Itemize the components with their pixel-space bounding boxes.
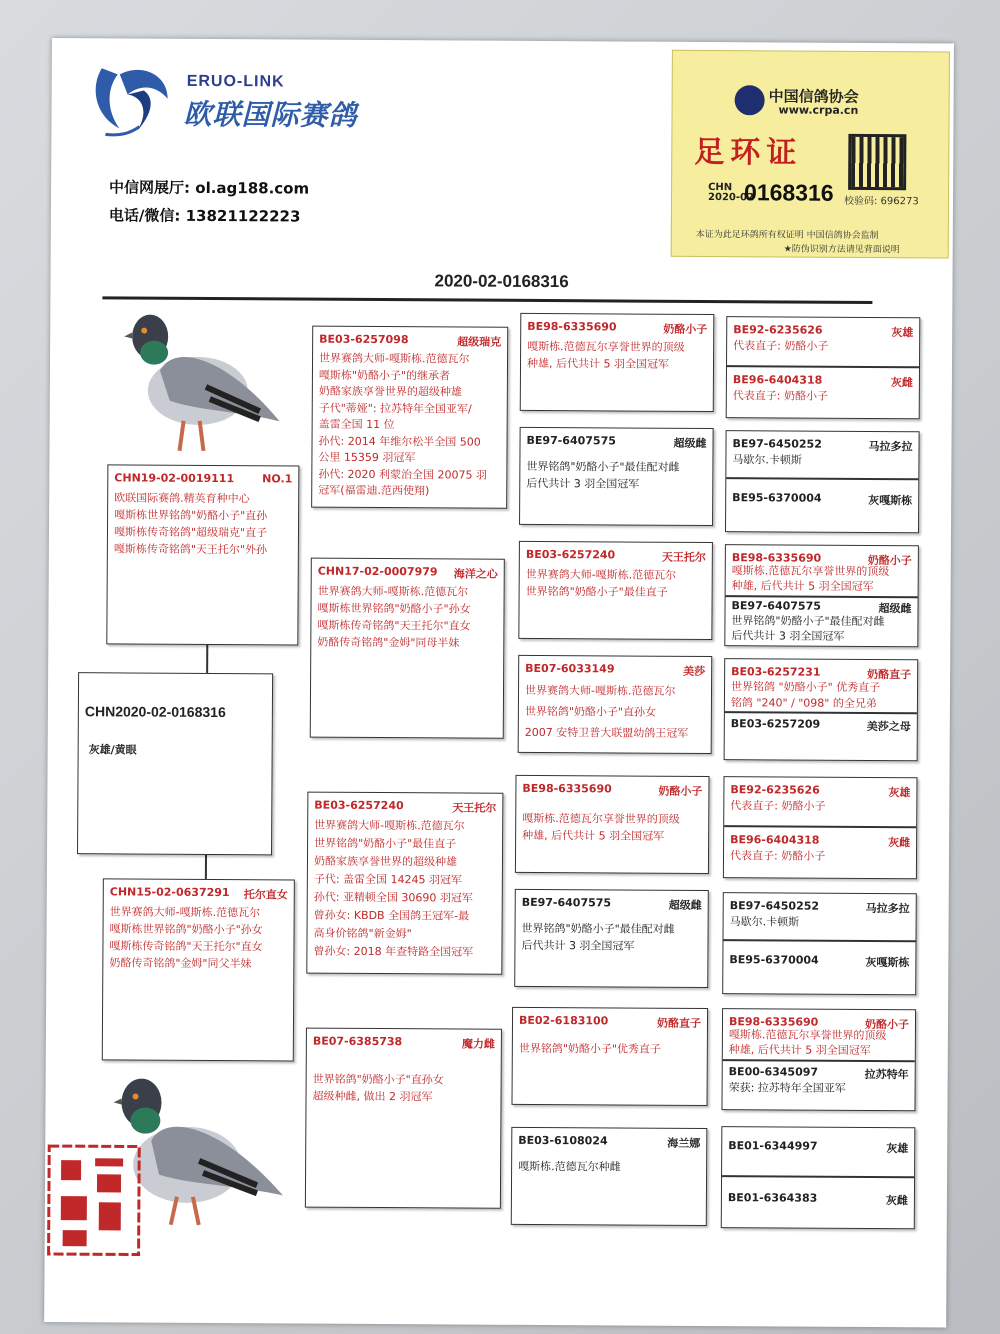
g4-header <box>729 953 910 970</box>
g4-ring: BE98-6335690 <box>728 1015 819 1029</box>
sd-line: 嘎斯栋世界铭鸽"奶酪小子"孙女 <box>317 601 471 616</box>
sire-ring: CHN19-02-0019111 <box>114 471 235 486</box>
g3-ring: BE97-6407575 <box>521 895 612 910</box>
ss-line: 冠军(福雷迪.范西使翔) <box>318 483 430 498</box>
g3-card <box>520 313 715 412</box>
g3-header <box>519 1014 701 1028</box>
ss-details <box>318 351 503 501</box>
g3-line: 嘎斯栋.范德瓦尔享誉世界的顶级 <box>522 811 680 826</box>
dam-card <box>102 878 295 1061</box>
ds-line: 孙代: 亚精顿全国 30690 羽冠军 <box>313 890 473 905</box>
dam-ring: CHN15-02-0637291 <box>109 885 230 900</box>
g4-ring: BE01-6344997 <box>728 1139 818 1153</box>
pedigree-ring-number: 2020-02-0168316 <box>434 271 569 292</box>
g4-divider <box>723 939 915 942</box>
g4-tag: 灰雌 <box>888 836 911 850</box>
g4-line: 马歇尔.卡顿斯 <box>732 453 802 467</box>
g3-line: 种雄, 后代共计 5 羽全国冠军 <box>526 356 670 371</box>
g4-details <box>730 847 912 865</box>
cert-note: 本证为此足环鸽所有权证明 中国信鸽协会监制 <box>695 229 879 242</box>
g4-pair-card <box>724 544 919 647</box>
dam-sire-card <box>306 792 503 975</box>
g4-line: 种雄, 后代共计 5 羽全国冠军 <box>728 1043 871 1058</box>
ss-line: 孙代: 2020 利蒙治全国 20075 羽 <box>318 467 488 482</box>
subject-description: 灰雄/黄眼 <box>88 743 137 757</box>
dam-header <box>109 885 288 902</box>
subject-card <box>77 672 273 855</box>
g4-tag: 奶酪直子 <box>867 667 912 682</box>
g4-tag: 奶酪小子 <box>867 553 912 568</box>
g4-ring: BE92-6235626 <box>733 323 823 337</box>
g4-ring: BE01-6364383 <box>727 1191 818 1205</box>
brand-chinese: 欧联国际赛鸽 <box>183 97 358 132</box>
brand-english: ERUO-LINK <box>186 72 285 91</box>
g3-line: 后代共计 3 羽全国冠军 <box>526 476 640 491</box>
g4-tag: 灰嘎斯栋 <box>868 493 913 508</box>
ds-line: 高身价铭鸽"新金姆" <box>313 926 412 941</box>
g4-ring: BE96-6404318 <box>732 373 823 387</box>
g4-tag: 马拉多拉 <box>868 439 913 454</box>
cert-website: www.crpa.cn <box>778 103 859 117</box>
g3-ring: BE97-6407575 <box>526 433 616 448</box>
g4-tag: 美莎之母 <box>866 719 911 734</box>
g4-header <box>728 1065 909 1082</box>
g3-tag: 超级雌 <box>668 898 702 912</box>
cert-chn-label: CHN <box>708 182 733 194</box>
pedigree-sheet <box>44 38 954 1327</box>
sire-tag: NO.1 <box>262 472 293 486</box>
g4-tag: 灰雄 <box>886 1142 909 1156</box>
g4-pair-card <box>724 658 919 761</box>
g3-details <box>525 680 707 744</box>
g3-tag: 天王托尔 <box>661 550 706 565</box>
g3-card <box>514 889 709 988</box>
g4-pair-card <box>726 316 921 419</box>
dam-dam-card <box>305 1028 502 1209</box>
g3-tag: 奶酪直子 <box>656 1016 702 1030</box>
g3-card <box>518 541 713 640</box>
g3-header <box>522 896 702 910</box>
g4-details <box>733 337 915 355</box>
g4-ring: BE96-6404318 <box>730 833 820 847</box>
g4-ring: BE95-6370004 <box>732 491 822 505</box>
qr-code-icon <box>848 134 906 190</box>
g3-line: 嘎斯栋.范德瓦尔种雌 <box>518 1159 621 1174</box>
sire-line: 欧联国际赛鸽.精英育种中心 <box>114 491 250 506</box>
connector-line <box>206 645 208 673</box>
g4-line: 代表直子: 奶酪小子 <box>732 389 829 403</box>
g4-ring: BE03-6257231 <box>731 665 821 679</box>
g4-line: 马歇尔.卡顿斯 <box>729 915 800 929</box>
g3-header <box>518 1134 700 1148</box>
g4-line: 世界铭鸽"奶酪小子"最佳配对雌 <box>731 614 885 629</box>
g4-details <box>729 1079 911 1097</box>
dd-details <box>312 1071 496 1106</box>
g4-details <box>731 679 913 712</box>
g4-line: 种雄, 后代共计 5 羽全国冠军 <box>731 579 874 594</box>
g4-divider <box>726 595 918 598</box>
g3-tag: 海兰娜 <box>667 1136 701 1150</box>
ds-line: 曾孙女: 2018 年查特路全国冠军 <box>313 944 474 959</box>
sd-line: 奶酪传奇铭鸽"金姆"同母半妹 <box>317 635 460 650</box>
g4-tag: 马拉多拉 <box>865 901 910 916</box>
g4-header <box>727 1191 908 1208</box>
cert-note-anti-fake: ★防伪识别方法请见背面说明 <box>783 244 900 256</box>
g4-pair-card <box>725 430 920 533</box>
sd-tag: 海洋之心 <box>453 567 498 581</box>
g4-header <box>730 833 911 850</box>
ss-line: 子代"蒂娅": 拉苏特年全国亚军/ <box>318 401 472 416</box>
contact-phone: 电话/微信: 13821122223 <box>108 206 301 226</box>
g3-line: 世界铭鸽"奶酪小子"直孙女 <box>524 704 657 719</box>
g3-tag: 美莎 <box>683 664 706 679</box>
g4-header <box>732 491 913 508</box>
ss-line: 孙代: 2014 年维尔松半全国 500 <box>318 434 481 449</box>
dd-tag: 魔力雌 <box>461 1037 495 1051</box>
g4-details <box>730 913 912 931</box>
g3-card <box>511 1127 708 1226</box>
ss-header <box>319 333 501 347</box>
g4-header <box>729 899 910 916</box>
subject-ring: CHN2020-02-0168316 <box>84 703 226 721</box>
g4-line: 后代共计 3 羽全国冠军 <box>731 629 845 643</box>
g4-header <box>730 783 911 800</box>
g3-details <box>521 920 703 955</box>
g4-ring: BE03-6257209 <box>730 717 821 731</box>
g3-header <box>525 547 706 565</box>
g4-ring: BE97-6450252 <box>729 899 820 913</box>
g4-tag: 灰雄 <box>888 786 911 800</box>
sire-line: 嘎斯栋传奇铭鸽"天王托尔"外孙 <box>113 542 268 557</box>
g3-line: 世界赛鸽大师-嘎斯栋.范德瓦尔 <box>525 567 677 582</box>
g3-line: 世界铭鸽"奶酪小子"最佳配对雌 <box>526 459 680 474</box>
pigeon-photo-top <box>119 300 290 461</box>
g4-header <box>733 323 914 340</box>
g4-line: 世界铭鸽 "奶酪小子" 优秀直子 <box>731 680 881 695</box>
ds-line: 世界铭鸽"奶酪小子"最佳直子 <box>314 836 457 851</box>
g3-header <box>525 661 706 679</box>
sire-details <box>114 489 294 558</box>
sire-line: 嘎斯栋世界铭鸽"奶酪小子"直孙 <box>114 508 268 523</box>
g4-header <box>730 717 911 734</box>
g3-header <box>522 782 702 796</box>
dam-tag: 托尔直女 <box>243 888 288 902</box>
sire-card <box>106 464 299 645</box>
g4-divider <box>726 477 918 480</box>
g3-tag: 超级雌 <box>673 436 707 451</box>
g4-header <box>731 599 912 616</box>
ss-line: 盖雷全国 11 位 <box>318 417 395 432</box>
g3-details <box>519 1040 703 1058</box>
g3-ring: BE98-6335690 <box>522 781 612 796</box>
g3-details <box>527 338 709 373</box>
g4-line: 代表直子: 奶酪小子 <box>733 339 829 353</box>
cert-title: 足环证 <box>694 134 803 171</box>
ss-line: 公里 15359 羽冠军 <box>318 450 416 465</box>
g3-header <box>527 319 708 337</box>
cert-number: 0168316 <box>743 179 834 206</box>
g4-line: 嘎斯栋.范德瓦尔享誉世界的顶级 <box>728 1028 887 1043</box>
g3-line: 种雄, 后代共计 5 羽全国冠军 <box>522 828 665 843</box>
g3-line: 世界铭鸽"奶酪小子"优秀直子 <box>518 1041 661 1056</box>
g3-ring: BE03-6108024 <box>518 1133 608 1148</box>
g4-divider <box>724 825 916 828</box>
ds-line: 子代: 盖雷全国 14245 羽冠军 <box>313 872 463 887</box>
sd-header <box>318 565 498 579</box>
dd-line: 世界铭鸽"奶酪小子"直孙女 <box>312 1072 444 1087</box>
g3-card <box>518 655 713 754</box>
g4-divider <box>727 365 919 368</box>
ss-line: 奶酪家族享誉世界的超级种雄 <box>318 384 462 399</box>
g4-ring: BE92-6235626 <box>730 783 820 797</box>
g4-pair-card <box>721 1126 916 1229</box>
g4-line: 嘎斯栋.范德瓦尔享誉世界的顶级 <box>731 564 890 579</box>
dam-line: 世界赛鸽大师-嘎斯栋.范德瓦尔 <box>109 905 261 920</box>
ds-line: 奶酪家族享誉世界的超级种雄 <box>313 854 458 869</box>
dd-header <box>313 1035 495 1049</box>
cert-org: 中国信鸽协会 <box>768 87 859 106</box>
g3-ring: BE07-6033149 <box>525 661 615 676</box>
dd-ring: BE07-6385738 <box>312 1034 403 1049</box>
g3-ring: BE98-6335690 <box>527 319 617 334</box>
brand-logo-icon <box>81 54 182 141</box>
g4-header <box>732 373 913 390</box>
cert-verify-code: 校验码: 696273 <box>843 195 919 208</box>
g3-card <box>515 775 710 874</box>
g4-details <box>733 387 915 405</box>
dam-details <box>109 903 289 972</box>
g4-line: 铭鸽 "240" / "098" 的全兄弟 <box>730 696 877 711</box>
g3-ring: BE03-6257240 <box>525 547 616 562</box>
sd-ring: CHN17-02-0007979 <box>317 564 438 579</box>
sd-details <box>317 583 499 652</box>
g3-line: 世界铭鸽"奶酪小子"最佳直子 <box>525 584 668 599</box>
g3-details <box>526 566 708 601</box>
ds-details <box>313 817 498 962</box>
cert-prefix: 2020-02 <box>708 192 754 204</box>
g4-details <box>732 451 914 469</box>
connector-line <box>205 855 207 879</box>
g3-details <box>526 458 708 493</box>
g3-card <box>519 427 714 526</box>
g4-header <box>728 1139 909 1156</box>
dd-line: 超级种雌, 做出 2 羽冠军 <box>312 1089 433 1104</box>
ds-ring: BE03-6257240 <box>314 798 404 813</box>
g4-ring: BE95-6370004 <box>729 953 819 967</box>
ring-certificate <box>671 50 950 259</box>
ss-ring: BE03-6257098 <box>319 332 409 347</box>
ds-line: 世界赛鸽大师-嘎斯栋.范德瓦尔 <box>314 818 465 833</box>
g3-line: 2007 安特卫普大联盟幼鸽王冠军 <box>524 725 689 740</box>
g3-line: 嘎斯栋.范德瓦尔享誉世界的顶级 <box>527 339 685 354</box>
g4-divider <box>723 1059 915 1062</box>
ss-line: 世界赛鸽大师-嘎斯栋.范德瓦尔 <box>319 351 470 366</box>
g4-details <box>731 613 913 644</box>
g4-line: 荣获: 拉苏特年全国亚军 <box>728 1081 846 1095</box>
g4-details <box>732 563 914 594</box>
g4-divider <box>722 1175 914 1178</box>
g4-tag: 灰雌 <box>885 1194 908 1208</box>
g4-ring: BE98-6335690 <box>731 551 822 565</box>
g4-details <box>729 1027 911 1058</box>
g3-card <box>511 1007 708 1106</box>
dam-line: 嘎斯栋传奇铭鸽"天王托尔"直女 <box>109 939 263 954</box>
g4-ring: BE97-6450252 <box>732 437 822 451</box>
g4-details <box>730 797 912 815</box>
g3-header <box>526 433 707 451</box>
g4-pair-card <box>723 776 918 879</box>
dam-line: 嘎斯栋世界铭鸽"奶酪小子"孙女 <box>109 922 263 937</box>
g3-details <box>522 810 704 845</box>
g4-divider <box>725 711 917 714</box>
g4-tag: 拉苏特年 <box>864 1067 909 1082</box>
ss-line: 嘎斯栋"奶酪小子"的继承者 <box>318 368 451 382</box>
g4-tag: 灰嘎斯栋 <box>865 955 910 970</box>
contact-site: 中信网展厅: ol.ag188.com <box>109 178 310 198</box>
g3-line: 世界赛鸽大师-嘎斯栋.范德瓦尔 <box>524 683 676 698</box>
ds-tag: 天王托尔 <box>452 801 497 815</box>
red-seal-icon <box>45 1140 146 1261</box>
g3-tag: 奶酪小子 <box>658 784 703 798</box>
sire-header <box>114 471 292 485</box>
g4-pair-card <box>721 1008 916 1111</box>
g4-line: 代表直子: 奶酪小子 <box>730 799 826 813</box>
g4-header <box>732 437 913 454</box>
ss-tag: 超级瑞克 <box>457 335 502 349</box>
ds-line: 曾孙女: KBDB 全国鸽王冠军-最 <box>313 908 470 923</box>
sire-line: 嘎斯栋传奇铭鸽"超级瑞克"直子 <box>113 525 268 540</box>
sire-dam-card <box>310 558 505 739</box>
g4-tag: 奶酪小子 <box>864 1017 910 1032</box>
g3-line: 世界铭鸽"奶酪小子"最佳配对雌 <box>521 921 675 936</box>
g4-pair-card <box>722 892 917 995</box>
crpa-logo-icon <box>735 85 765 115</box>
g4-header <box>731 665 912 682</box>
g4-tag: 灰雄 <box>891 326 914 340</box>
g3-ring: BE02-6183100 <box>518 1013 609 1028</box>
g4-ring: BE00-6345097 <box>728 1065 819 1079</box>
g4-ring: BE97-6407575 <box>731 599 821 613</box>
sd-line: 世界赛鸽大师-嘎斯栋.范德瓦尔 <box>317 584 469 599</box>
g4-tag: 灰雌 <box>890 376 913 390</box>
sire-sire-card <box>311 326 508 509</box>
sd-line: 嘎斯栋传奇铭鸽"天王托尔"直女 <box>317 618 471 633</box>
g3-details <box>518 1158 702 1176</box>
g3-tag: 奶酪小子 <box>663 322 708 337</box>
g4-line: 代表直子: 奶酪小子 <box>729 849 826 863</box>
g4-tag: 超级雌 <box>878 602 912 616</box>
g3-line: 后代共计 3 羽全国冠军 <box>521 938 635 953</box>
ds-header <box>314 799 496 813</box>
dam-line: 奶酪传奇铭鸽"金姆"同父半妹 <box>109 956 252 971</box>
